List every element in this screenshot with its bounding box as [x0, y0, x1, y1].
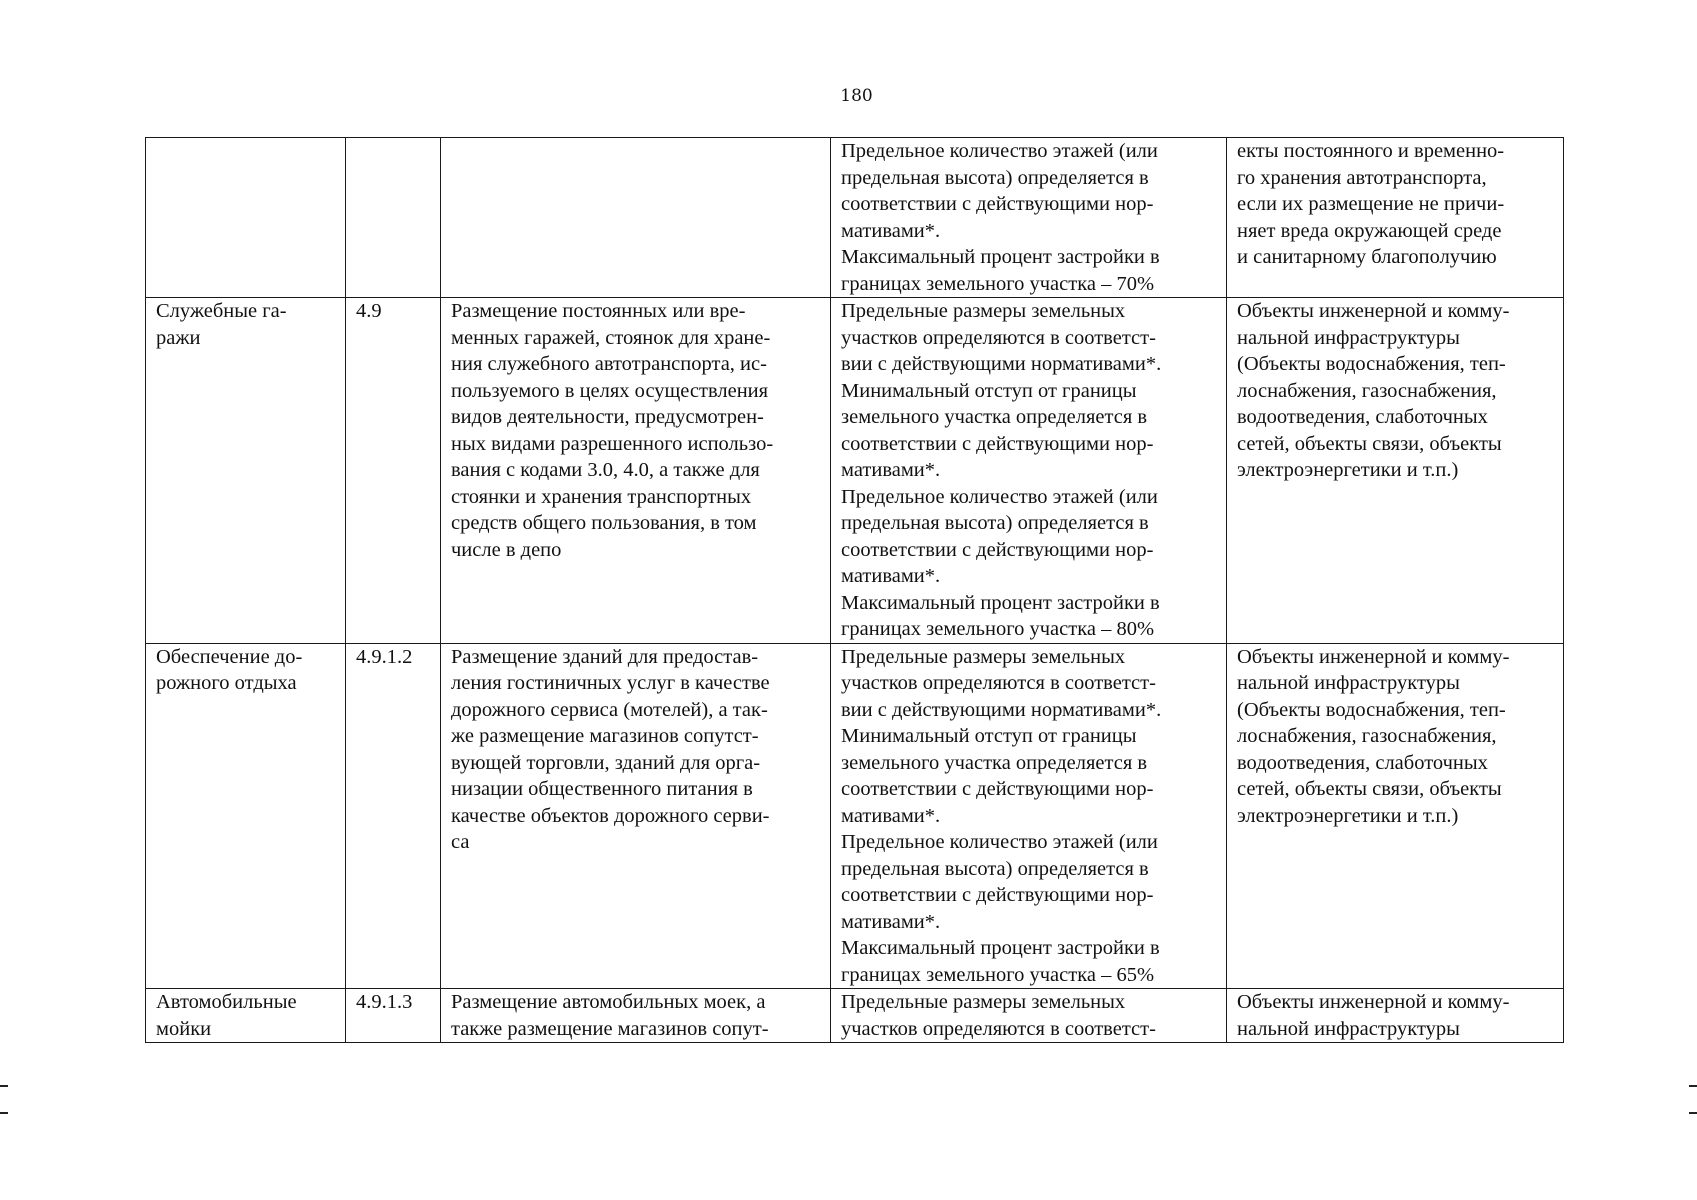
margin-mark [0, 1085, 8, 1087]
cell-name [146, 643, 346, 989]
cell-parameters [831, 298, 1227, 644]
text-line: соответствии с действующими нор- [841, 193, 1154, 215]
text-line: соответствии с действующими нор- [841, 432, 1154, 455]
text-line: границах земельного участка – 70% [841, 272, 1155, 295]
text-line: Объекты инженерной и комму- [1237, 300, 1510, 322]
text-line: Размещение зданий для предостав- [451, 645, 759, 668]
text-line: участков определяются в соответст- [841, 326, 1156, 349]
cell-code [346, 138, 441, 298]
text-line: границах земельного участка – 80% [841, 618, 1155, 640]
text-line: предельная высота) определяется в [841, 166, 1149, 189]
cell-description [441, 989, 831, 1043]
text-line: мативами*. [841, 910, 941, 933]
text-line: водоотведения, слаботочных [1237, 751, 1488, 774]
text-line: Предельное количество этажей (или [841, 831, 1158, 853]
text-line: Размещение автомобильных моек, а [451, 991, 766, 1013]
page-number: 180 [840, 86, 873, 106]
table-row [146, 989, 1564, 1043]
text-line: ния служебного автотранспорта, ис- [451, 353, 767, 375]
cell-objects [1227, 989, 1564, 1043]
text-line: мативами*. [841, 804, 941, 827]
text-line: (Объекты водоснабжения, теп- [1237, 353, 1506, 375]
margin-mark [0, 1112, 8, 1114]
text-line: дорожного сервиса (мотелей), а так- [451, 698, 768, 721]
text-line: Обеспечение до- [156, 645, 303, 668]
text-line: качестве объектов дорожного серви- [451, 804, 770, 827]
text-line: (Объекты водоснабжения, теп- [1237, 698, 1506, 721]
text-line: нальной инфраструктуры [1237, 326, 1460, 349]
text-line: 4.9 [356, 300, 382, 322]
text-line: менных гаражей, стоянок для хране- [451, 326, 771, 349]
cell-parameters [831, 138, 1227, 298]
text-line: вующей торговли, зданий для орга- [451, 751, 761, 774]
text-line: Предельные размеры земельных [841, 300, 1126, 322]
text-line: вии с действующими нормативами*. [841, 698, 1162, 721]
text-line: электроэнергетики и т.п.) [1237, 459, 1459, 481]
cell-description [441, 138, 831, 298]
text-line: мативами*. [841, 219, 941, 242]
cell-name [146, 298, 346, 644]
text-line: лоснабжения, газоснабжения, [1237, 379, 1497, 402]
text-line: Минимальный отступ от границы [841, 725, 1137, 747]
text-line: го хранения автотранспорта, [1237, 166, 1487, 189]
text-line: рожного отдыха [156, 672, 297, 694]
text-line: Объекты инженерной и комму- [1237, 991, 1510, 1013]
text-line: Служебные га- [156, 300, 287, 322]
text-line: средств общего пользования, в том [451, 512, 757, 534]
text-line: Максимальный процент застройки в [841, 591, 1160, 614]
text-line: земельного участка определяется в [841, 406, 1148, 428]
table-row [146, 138, 1564, 298]
text-line: участков определяются в соответст- [841, 1017, 1156, 1040]
text-line: Максимальный процент застройки в [841, 937, 1160, 959]
text-line: Предельное количество этажей (или [841, 140, 1158, 162]
text-line: стоянки и хранения транспортных [451, 485, 752, 508]
text-line: ражи [156, 326, 201, 349]
table-row [146, 298, 1564, 644]
land-use-table [145, 137, 1564, 1043]
text-line: также размещение магазинов сопут- [451, 1017, 769, 1040]
text-line: Размещение постоянных или вре- [451, 300, 746, 322]
text-line: Предельные размеры земельных [841, 645, 1126, 668]
cell-name [146, 989, 346, 1043]
cell-code [346, 643, 441, 989]
cell-code [346, 298, 441, 644]
margin-mark [1689, 1112, 1697, 1114]
text-line: ления гостиничных услуг в качестве [451, 672, 770, 694]
cell-parameters [831, 643, 1227, 989]
text-line: соответствии с действующими нор- [841, 884, 1154, 906]
text-line: границах земельного участка – 65% [841, 963, 1155, 986]
text-line: земельного участка определяется в [841, 751, 1148, 774]
cell-code [346, 989, 441, 1043]
cell-parameters [831, 989, 1227, 1043]
text-line: лоснабжения, газоснабжения, [1237, 725, 1497, 747]
text-line: соответствии с действующими нор- [841, 778, 1154, 800]
cell-description [441, 643, 831, 989]
text-line: са [451, 831, 470, 853]
text-line: предельная высота) определяется в [841, 857, 1149, 880]
text-line: сетей, объекты связи, объекты [1237, 432, 1502, 455]
cell-objects [1227, 298, 1564, 644]
text-line: числе в депо [451, 538, 562, 561]
text-line: сетей, объекты связи, объекты [1237, 778, 1502, 800]
text-line: водоотведения, слаботочных [1237, 406, 1488, 428]
text-line: если их размещение не причи- [1237, 193, 1505, 215]
cell-name [146, 138, 346, 298]
text-line: предельная высота) определяется в [841, 512, 1149, 534]
cell-description [441, 298, 831, 644]
cell-objects [1227, 643, 1564, 989]
text-line: вания с кодами 3.0, 4.0, а также для [451, 459, 760, 481]
text-line: Предельные размеры земельных [841, 991, 1126, 1013]
text-line: мойки [156, 1017, 212, 1040]
text-line: Максимальный процент застройки в [841, 246, 1160, 268]
text-line: соответствии с действующими нор- [841, 538, 1154, 561]
text-line: электроэнергетики и т.п.) [1237, 804, 1459, 827]
text-line: пользуемого в целях осуществления [451, 379, 769, 402]
cell-objects [1227, 138, 1564, 298]
margin-mark [1689, 1085, 1697, 1087]
text-line: низации общественного питания в [451, 778, 753, 800]
text-line: няет вреда окружающей среде [1237, 219, 1502, 242]
text-line: вии с действующими нормативами*. [841, 353, 1162, 375]
text-line: нальной инфраструктуры [1237, 672, 1460, 694]
text-line: Автомобильные [156, 991, 297, 1013]
text-line: Объекты инженерной и комму- [1237, 645, 1510, 668]
text-line: участков определяются в соответст- [841, 672, 1156, 694]
text-line: мативами*. [841, 459, 941, 481]
text-line: 4.9.1.3 [356, 991, 413, 1013]
text-line: и санитарному благополучию [1237, 246, 1497, 268]
text-line: екты постоянного и временно- [1237, 140, 1505, 162]
text-line: же размещение магазинов сопутст- [451, 725, 759, 747]
text-line: Минимальный отступ от границы [841, 379, 1137, 402]
text-line: 4.9.1.2 [356, 645, 413, 668]
text-line: нальной инфраструктуры [1237, 1017, 1460, 1040]
text-line: мативами*. [841, 565, 941, 587]
text-line: ных видами разрешенного использо- [451, 432, 774, 455]
text-line: видов деятельности, предусмотрен- [451, 406, 764, 428]
text-line: Предельное количество этажей (или [841, 485, 1158, 508]
table-row [146, 643, 1564, 989]
